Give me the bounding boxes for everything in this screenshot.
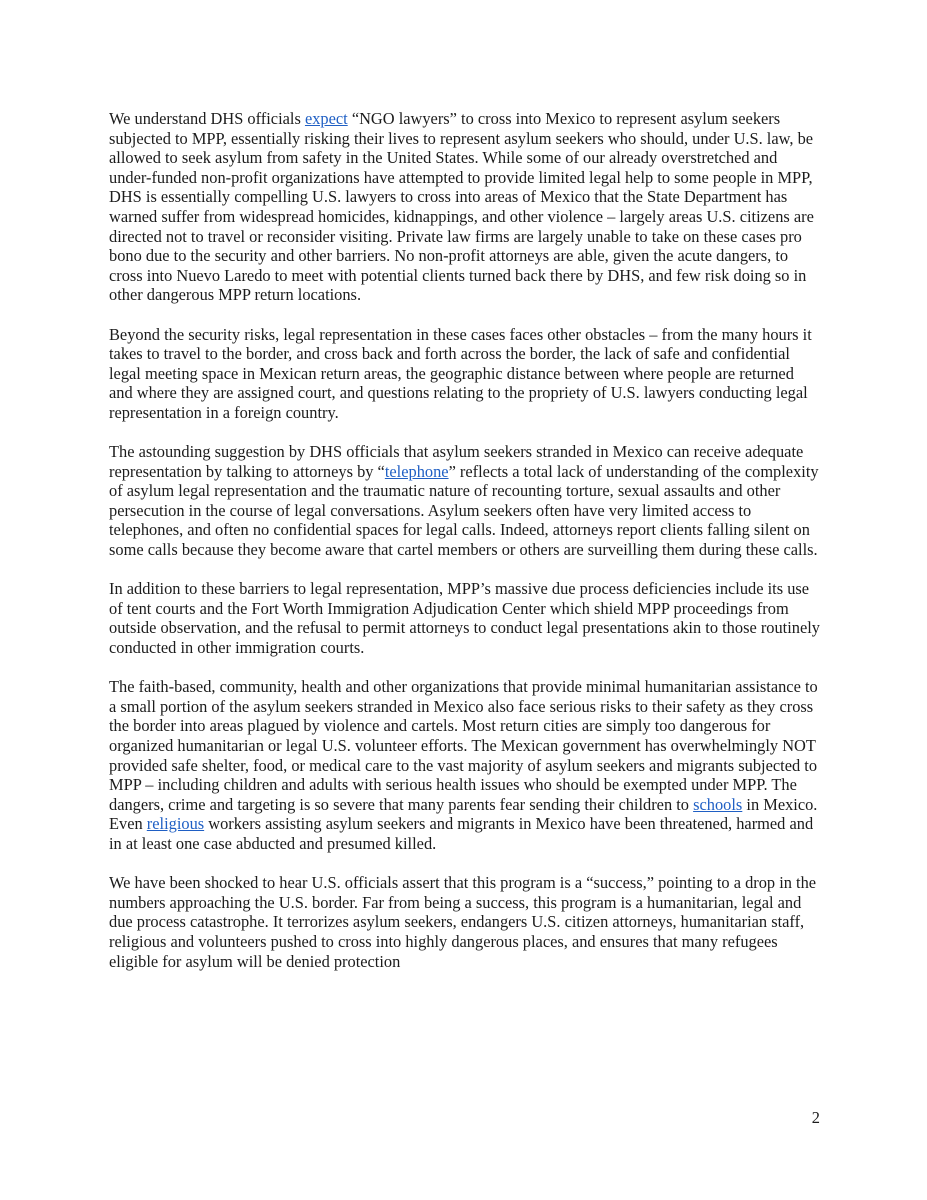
text-run: workers assisting asylum seekers and migrants in Mexico have been threatened, harmed and in at least one case abducted and presumed killed.	[109, 814, 814, 853]
hyperlink-expect[interactable]: expect	[304, 109, 348, 128]
text-run: We understand DHS officials	[109, 109, 305, 128]
page-number: 2	[811, 1108, 820, 1127]
body-paragraph	[109, 442, 821, 560]
body-paragraph	[109, 579, 821, 657]
text-run: Beyond the security risks, legal representation in these cases faces other obstacles – from the many hours it takes to travel to the border, and cross back and forth across the border, the lack of safe and confidential legal meeting space in Mexican return areas, the geographic distance between where people are returned and where they are assigned court, and questions relating to the propriety of U.S. lawyers conducting legal representation in a foreign country.	[109, 324, 812, 422]
body-paragraph	[109, 677, 821, 853]
hyperlink-schools[interactable]: schools	[693, 794, 743, 814]
text-run: We have been shocked to hear U.S. officials assert that this program is a “success,” pointing to a drop in the numbers approaching the U.S. border. Far from being a success, this program is a humanitarian, legal and due process catastrophe. It terrorizes asylum seekers, endangers U.S. citizen attorneys, humanitarian staff, religious and volunteers pushed to cross into highly dangerous places, and ensures that many refugees eligible for asylum will be denied protection	[109, 873, 817, 971]
text-run: ” reflects a total lack of understanding of the complexity of asylum legal representation and the traumatic nature of recounting torture, sexual assaults and other persecution in the course of legal conversations. Asylum seekers often have very limited access to telephones, and often no confidential spaces for legal calls. Indeed, attorneys report clients falling silent on some calls because they become aware that cartel members or others are surveilling them during these calls.	[109, 461, 819, 560]
hyperlink-telephone[interactable]: telephone	[384, 461, 449, 481]
text-run: The astounding suggestion by DHS officials that asylum seekers stranded in Mexico can receive adequate representation by talking to attorneys by “	[109, 442, 804, 481]
text-run: In addition to these barriers to legal representation, MPP’s massive due process deficiencies include its use of tent courts and the Fort Worth Immigration Adjudication Center which shield MPP proceedings from outside observation, and the refusal to permit attorneys to conduct legal presentations akin to those routinely conducted in other immigration courts.	[109, 579, 820, 658]
body-paragraph	[109, 325, 821, 423]
text-run: “NGO lawyers” to cross into Mexico to represent asylum seekers subjected to MPP, essentially risking their lives to represent asylum seekers who should, under U.S. law, be allowed to seek asylum from safety in the United States. While some of our already overstretched and under-funded non-profit organizations have attempted to provide limited legal help to some people in MPP, DHS is essentially compelling U.S. lawyers to cross into areas of Mexico that the State Department has warned suffer from widespread homicides, kidnappings, and other violence – largely areas U.S. citizens are directed not to travel or reconsider visiting. Private law firms are largely unable to take on these cases pro bono due to the security and other barriers. No non-profit attorneys are able, given the acute dangers, to cross into Nuevo Laredo to meet with potential clients turned back there by DHS, and few risk doing so in other dangerous MPP return locations.	[109, 109, 814, 305]
body-paragraph	[109, 873, 821, 971]
hyperlink-religious[interactable]: religious	[146, 814, 205, 834]
body-paragraph	[109, 109, 821, 305]
document-body	[109, 109, 821, 991]
text-run: in Mexico. Even	[109, 794, 818, 834]
text-run: The faith-based, community, health and other organizations that provide minimal humanitarian assistance to a small portion of the asylum seekers stranded in Mexico also face serious risks to their safety as they cross the border into areas plagued by violence and cartels. Most return cities are simply too dangerous for organized humanitarian or legal U.S. volunteer efforts. The Mexican government has overwhelmingly NOT provided safe shelter, food, or medical care to the vast majority of asylum seekers and migrants subjected to MPP – including children and adults with serious health issues who should be exempted under MPP. The dangers, crime and targeting is so severe that many parents fear sending their children to	[109, 677, 818, 814]
